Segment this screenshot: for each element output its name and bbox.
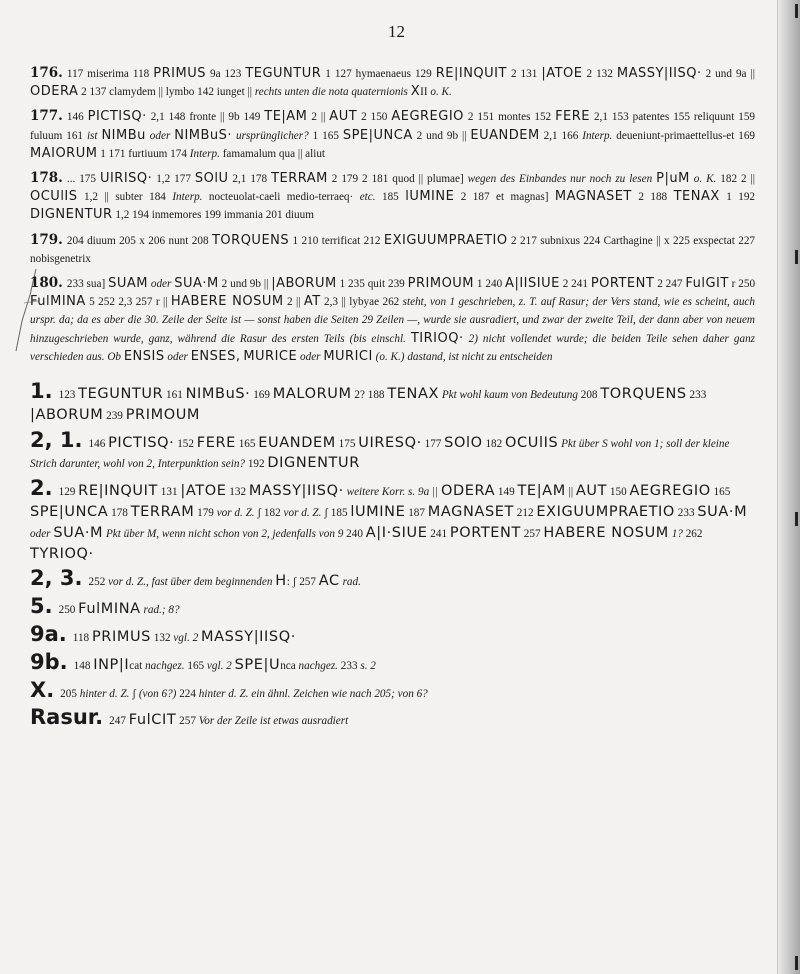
editorial-note: vor d. Z. xyxy=(216,507,255,520)
spine-mark xyxy=(795,956,798,970)
manuscript-reading: SOlO xyxy=(444,434,483,451)
manuscript-reading: MASSY|IISQ· xyxy=(616,66,702,81)
apparatus-entry xyxy=(30,64,755,101)
manuscript-reading: TENAX xyxy=(673,189,720,205)
manuscript-reading: TERRAM xyxy=(271,171,328,187)
entry-number: 2. xyxy=(30,476,53,501)
manuscript-reading: |ABORUM xyxy=(30,406,104,423)
apparatus-text: 177 xyxy=(421,437,445,450)
apparatus-text: 129 xyxy=(58,486,79,499)
manuscript-reading: INP|I xyxy=(93,656,130,673)
apparatus-text: 240 xyxy=(343,527,366,540)
manuscript-reading: MURICE xyxy=(243,348,298,364)
editorial-note: (o. K.) dastand, ist nicht zu entscheiden xyxy=(375,350,553,363)
apparatus-text: 2 und 9b || xyxy=(412,129,471,142)
manuscript-reading: PICTISQ· xyxy=(108,434,175,451)
apparatus-text: 182 2 || xyxy=(716,173,756,186)
entry-number: 177. xyxy=(30,108,63,125)
apparatus-text: 146 xyxy=(66,111,88,124)
apparatus-text: 233 xyxy=(674,507,698,520)
apparatus-text: 1 171 furtiuum 174 xyxy=(97,147,190,160)
entry-number: X. xyxy=(30,677,55,702)
editorial-note: 2) nicht vollendet wurde; die beiden Teile sehen daher ganz verschieden aus. Ob xyxy=(30,332,756,363)
manuscript-reading: MURICI xyxy=(323,348,373,364)
apparatus-text: 208 xyxy=(577,389,601,402)
apparatus-text: 2,1 166 xyxy=(539,129,583,142)
apparatus-text: 257 xyxy=(520,527,544,540)
editorial-note: oder xyxy=(167,350,188,363)
spine-mark xyxy=(795,250,798,264)
apparatus-text: 131 xyxy=(157,486,181,499)
apparatus-text: || xyxy=(565,486,576,499)
manuscript-reading: lUMINE xyxy=(405,189,455,205)
manuscript-reading: MAGNASET xyxy=(427,504,514,521)
editorial-note: (von 6?) xyxy=(138,687,177,700)
apparatus-text: 5 252 2,3 257 r || xyxy=(85,296,171,309)
editorial-note: wegen des Einbandes nur noch zu lesen xyxy=(467,173,653,186)
apparatus-text: 1 240 xyxy=(474,278,506,291)
editorial-note: s. 2 xyxy=(360,659,376,672)
entry-number: 178. xyxy=(30,170,63,187)
manuscript-reading: PRIMOUM xyxy=(407,276,475,292)
manuscript-reading: |ATOE xyxy=(180,483,227,500)
apparatus-text: 182 xyxy=(482,437,506,450)
apparatus-text: 150 xyxy=(607,486,630,499)
apparatus-entry xyxy=(30,594,755,621)
manuscript-reading: TEGUNTUR xyxy=(245,66,322,81)
editorial-note: rad.; 8? xyxy=(143,604,180,617)
apparatus-text: 146 xyxy=(88,437,109,450)
editorial-note: nachgez. xyxy=(145,659,185,672)
apparatus-text: 2,1 148 fronte || 9b 149 xyxy=(146,111,265,124)
manuscript-reading: DIGNENTUR xyxy=(267,455,360,472)
apparatus-text: 1,2 194 inmemores 199 immania 201 diuum xyxy=(112,209,314,222)
apparatus-text: 2 151 montes 152 xyxy=(463,111,556,124)
manuscript-reading: |ABORUM xyxy=(271,276,337,292)
manuscript-reading: FulMINA xyxy=(30,294,86,310)
apparatus-entry xyxy=(30,476,755,565)
manuscript-reading: SUAM xyxy=(108,276,148,292)
apparatus-text: 2,1 153 patentes 155 reliquunt 159 fuluum 161 xyxy=(30,111,756,142)
apparatus-text: 2 150 xyxy=(357,111,392,124)
editorial-note: steht, von 1 geschrieben, z. T. auf Rasur; der Vers stand, wie es scheint, auch urspr. da; da es aber die 30. Zeile der Seite ist — sonst haben die Seiten 29 Zeilen —, wurde sie ausradiert, und zwar der zweite Teil, der dann aber von neuem hinzugeschrieben wurde, ganz, während die Rasur des ersten Teils (bis einschl. xyxy=(30,296,755,345)
apparatus-text: II xyxy=(420,86,431,99)
manuscript-reading: ENSES, xyxy=(190,348,241,364)
apparatus-bottom xyxy=(30,379,755,732)
manuscript-reading: lUMINE xyxy=(350,504,406,521)
apparatus-text: 2,1 178 xyxy=(228,173,272,186)
apparatus-text: 2 247 xyxy=(654,278,686,291)
manuscript-reading: SUA·M xyxy=(697,504,748,521)
apparatus-entry xyxy=(30,622,755,649)
page-number: 12 xyxy=(388,22,405,41)
manuscript-reading: MASSY|IISQ· xyxy=(201,629,296,646)
apparatus-text: ... 175 xyxy=(66,173,100,186)
manuscript-reading: FulCIT xyxy=(128,712,177,729)
apparatus-text: 247 xyxy=(109,715,129,728)
manuscript-reading: MAIORUM xyxy=(30,145,98,161)
apparatus-text: 132 xyxy=(226,486,249,499)
manuscript-reading: AUT xyxy=(575,483,608,500)
apparatus-text: cat xyxy=(129,659,146,672)
apparatus-top xyxy=(30,64,755,366)
manuscript-reading: AUT xyxy=(329,109,358,125)
manuscript-reading: NIMBuS· xyxy=(174,127,233,143)
editorial-note: Interp. xyxy=(582,129,613,142)
manuscript-reading: ENSIS xyxy=(123,348,165,364)
apparatus-text: 179 xyxy=(194,507,217,520)
apparatus-text: 149 xyxy=(495,486,518,499)
manuscript-reading: EXIGUUMPRAETIO xyxy=(383,232,508,248)
apparatus-text: 2 und 9b || xyxy=(218,278,272,291)
apparatus-text: 2 || xyxy=(307,111,330,124)
manuscript-reading: ODERA xyxy=(30,84,79,100)
apparatus-text: 123 xyxy=(58,389,79,402)
apparatus-text: 2 131 xyxy=(506,68,542,80)
entry-number: 9b. xyxy=(30,649,68,674)
editorial-note: rad. xyxy=(342,576,361,589)
manuscript-reading: TE|AM xyxy=(264,109,308,125)
editorial-note: oder xyxy=(300,350,321,363)
apparatus-text: 165 xyxy=(235,437,259,450)
manuscript-reading: AT xyxy=(303,294,321,310)
manuscript-reading: OCUlIS xyxy=(30,189,78,205)
apparatus-text: 2 241 xyxy=(559,278,591,291)
apparatus-text: : ʃ 257 xyxy=(286,576,319,589)
apparatus-text: 1 165 xyxy=(308,129,343,142)
manuscript-reading: TERRAM xyxy=(130,504,195,521)
manuscript-reading: AC xyxy=(318,573,340,590)
manuscript-reading: SOlU xyxy=(194,171,229,187)
editorial-note: o. K. xyxy=(693,173,717,186)
editorial-note: vor d. Z. xyxy=(283,507,322,520)
manuscript-reading: TIRIOQ· xyxy=(410,330,464,346)
apparatus-text: 2,3 || lybyae 262 xyxy=(320,296,403,309)
apparatus-text: 1,2 || subter 184 xyxy=(77,191,173,204)
manuscript-reading: TENAX xyxy=(387,386,440,403)
spine-mark xyxy=(795,4,798,18)
apparatus-text: 1,2 177 xyxy=(152,173,195,186)
apparatus-entry xyxy=(30,169,755,225)
manuscript-reading: UIRESQ· xyxy=(358,434,422,451)
manuscript-reading: EUANDEM xyxy=(470,127,540,143)
section-gap xyxy=(30,372,755,382)
entry-number: 176. xyxy=(30,65,63,81)
apparatus-text: 2? 188 xyxy=(351,389,388,402)
manuscript-reading: TE|AM xyxy=(517,483,566,500)
manuscript-reading: TORQUENS xyxy=(211,232,290,248)
editorial-note: vor d. Z., fast über dem beginnenden xyxy=(108,576,273,589)
apparatus-text: 192 xyxy=(245,458,268,471)
apparatus-text: 252 xyxy=(88,576,109,589)
manuscript-reading: SPE|UNCA xyxy=(342,127,413,143)
manuscript-reading: SUA·M xyxy=(53,524,104,541)
editorial-note: vgl. 2 xyxy=(173,632,199,645)
manuscript-reading: OCUlIS xyxy=(505,434,559,451)
apparatus-text: 205 xyxy=(60,687,80,700)
manuscript-reading: PORTENT xyxy=(449,524,521,541)
editorial-note: oder xyxy=(150,278,172,291)
apparatus-text: 118 xyxy=(72,632,92,645)
manuscript-reading: EUANDEM xyxy=(258,434,336,451)
apparatus-text: 1 235 quit 239 xyxy=(336,278,408,291)
apparatus-text: 1 210 terrificat 212 xyxy=(289,234,384,247)
manuscript-reading: SPE|UNCA xyxy=(30,504,109,521)
manuscript-reading: H xyxy=(275,573,287,590)
manuscript-reading: RE|INQUIT xyxy=(78,483,158,500)
manuscript-reading: MASSY|IISQ· xyxy=(248,483,344,500)
entry-number: 179. xyxy=(30,231,63,248)
manuscript-reading: AEGREGIO xyxy=(629,483,711,500)
manuscript-reading: MALORUM xyxy=(272,386,352,403)
apparatus-text: 178 xyxy=(108,507,131,520)
apparatus-text: 239 xyxy=(103,409,126,422)
apparatus-text: 233 xyxy=(337,659,361,672)
editorial-note: nachgez. xyxy=(298,659,338,672)
manuscript-reading: A|IISIUE xyxy=(505,276,560,292)
apparatus-text: 212 xyxy=(513,507,537,520)
manuscript-reading: PRIMOUM xyxy=(125,406,201,423)
spine-mark xyxy=(795,512,798,526)
apparatus-text: 1 127 hymaenaeus 129 xyxy=(321,68,436,80)
manuscript-reading: FulGIT xyxy=(685,276,729,292)
manuscript-reading: SUA·M xyxy=(174,276,219,292)
editorial-note: rechts unten die nota quaternionis xyxy=(254,86,408,99)
apparatus-entry xyxy=(30,274,755,366)
apparatus-text: famamalum qua || aliut xyxy=(219,147,326,160)
apparatus-text: ʃ 185 xyxy=(321,507,351,520)
manuscript-reading: HABERE NOSUM xyxy=(543,524,669,541)
entry-number: 1. xyxy=(30,379,53,404)
apparatus-text: 9a 123 xyxy=(205,68,246,80)
entry-number: Rasur. xyxy=(30,705,104,730)
apparatus-entry xyxy=(30,379,755,427)
entry-number: 2, 3. xyxy=(30,566,83,591)
manuscript-reading: PORTENT xyxy=(590,276,655,292)
manuscript-reading: ODERA xyxy=(440,483,496,500)
apparatus-text: 233 sua] xyxy=(66,278,109,291)
manuscript-reading: P|uM xyxy=(656,171,690,187)
apparatus-entry xyxy=(30,649,755,677)
apparatus-text: 262 xyxy=(682,527,703,540)
apparatus-text: ʃ 182 xyxy=(254,507,284,520)
apparatus-text: 1 192 xyxy=(719,191,756,204)
apparatus-entry xyxy=(30,231,755,268)
manuscript-reading: MAGNASET xyxy=(554,189,632,205)
manuscript-reading: SPE|U xyxy=(234,656,281,673)
apparatus-entry xyxy=(30,427,755,476)
manuscript-reading: AEGREGIO xyxy=(391,109,464,125)
apparatus-text: 165 xyxy=(710,486,731,499)
entry-number: 2, 1. xyxy=(30,427,83,452)
apparatus-text: 132 xyxy=(150,632,174,645)
apparatus-text: 187 xyxy=(405,507,428,520)
apparatus-text: 233 xyxy=(686,389,707,402)
apparatus-text: 2 217 subnixus 224 Carthagine || x 225 exspectat 227 nobisgenetrix xyxy=(30,234,756,265)
editorial-note: 1? xyxy=(671,527,683,540)
apparatus-text: 2 132 xyxy=(582,68,617,80)
manuscript-reading: FERE xyxy=(196,434,236,451)
apparatus-entry xyxy=(30,677,755,705)
apparatus-text: 169 xyxy=(250,389,273,402)
editorial-note: hinter d. Z. ein ähnl. Zeichen wie nach 205; von 6? xyxy=(198,687,428,700)
apparatus-text: 2 179 2 181 quod || plumae] xyxy=(327,173,468,186)
manuscript-reading: TORQUENS xyxy=(600,386,687,403)
apparatus-text: 241 xyxy=(427,527,450,540)
apparatus-text: 175 xyxy=(335,437,359,450)
apparatus-entry xyxy=(30,705,755,732)
apparatus-text: 2 188 xyxy=(631,191,674,204)
entry-number: 5. xyxy=(30,594,53,619)
apparatus-text: ʃ xyxy=(129,687,139,700)
book-spine xyxy=(778,0,800,974)
apparatus-text: 2 || xyxy=(283,296,304,309)
editorial-note: Pkt über M, wenn nicht schon von 2, jedenfalls von 9 xyxy=(105,527,344,540)
manuscript-reading: RE|INQUIT xyxy=(435,66,507,81)
apparatus-text: 161 xyxy=(163,389,186,402)
editorial-note: oder xyxy=(149,129,171,142)
manuscript-reading: TYRIOQ· xyxy=(30,545,94,562)
apparatus-text: 2 187 et magnas] xyxy=(454,191,555,204)
manuscript-reading: A|I·SIUE xyxy=(365,524,428,541)
apparatus-text: 250 xyxy=(58,604,79,617)
entry-number: 9a. xyxy=(30,622,67,647)
apparatus-text: 257 xyxy=(176,715,199,728)
manuscript-reading: EXIGUUMPRAETIO xyxy=(536,504,675,521)
manuscript-reading: TEGUNTUR xyxy=(78,386,164,403)
apparatus-text: nca xyxy=(280,659,299,672)
manuscript-reading: FulMINA xyxy=(78,601,141,618)
editorial-note: Pkt über S wohl von 1; soll der kleine Strich darunter, wohl von 2, Interpunktion sein? xyxy=(30,437,730,471)
apparatus-text: 148 xyxy=(73,659,94,672)
editorial-note: hinter d. Z. xyxy=(79,687,130,700)
editorial-note: weitere Korr. s. 9a || xyxy=(346,486,439,499)
apparatus-entry xyxy=(30,107,755,163)
manuscript-reading: PRIMUS xyxy=(153,66,206,81)
manuscript-reading: UIRISQ· xyxy=(99,171,153,187)
apparatus-text: 2 137 clamydem || lymbo 142 iunget || xyxy=(78,86,255,99)
apparatus-text: deueniunt-primaettellus-et 169 xyxy=(612,129,756,142)
apparatus-text: 152 xyxy=(174,437,197,450)
editorial-note: o. K. xyxy=(430,86,452,99)
entry-number: 180. xyxy=(30,275,63,292)
editorial-note: Pkt wohl kaum von Bedeutung xyxy=(441,389,578,402)
editorial-note: ist xyxy=(86,129,98,142)
manuscript-reading: NIMBuS· xyxy=(185,386,251,403)
apparatus-text: 2 und 9a || xyxy=(701,68,755,80)
manuscript-reading: |ATOE xyxy=(541,66,583,81)
apparatus-text: 165 xyxy=(184,659,207,672)
editorial-note: vgl. 2 xyxy=(206,659,232,672)
editorial-note: Interp. xyxy=(172,191,203,204)
editorial-note: ursprünglicher? xyxy=(235,129,309,142)
apparatus-entry xyxy=(30,566,755,593)
apparatus-text: 185 xyxy=(375,191,406,204)
apparatus-text: 117 miserima 118 xyxy=(66,68,154,80)
apparatus-text: nocteuolat-caeli medio-terraeq· xyxy=(202,191,360,204)
apparatus-text: 204 diuum 205 x 206 nunt 208 xyxy=(66,234,212,247)
manuscript-reading: PICTISQ· xyxy=(87,109,147,125)
apparatus xyxy=(30,64,755,736)
editorial-note: oder xyxy=(30,527,51,540)
editorial-note: Interp. xyxy=(189,147,220,160)
manuscript-reading: DIGNENTUR xyxy=(30,207,113,223)
manuscript-reading: X xyxy=(410,84,421,100)
manuscript-reading: NIMBu xyxy=(101,127,146,143)
manuscript-reading: HABERE NOSUM xyxy=(170,294,284,310)
manuscript-reading: FERE xyxy=(555,109,591,125)
editorial-note: Vor der Zeile ist etwas ausradiert xyxy=(198,715,349,728)
manuscript-reading: PRIMUS xyxy=(91,629,151,646)
apparatus-text: r 250 xyxy=(728,278,756,291)
editorial-note: etc. xyxy=(359,191,376,204)
apparatus-text: 224 xyxy=(176,687,199,700)
